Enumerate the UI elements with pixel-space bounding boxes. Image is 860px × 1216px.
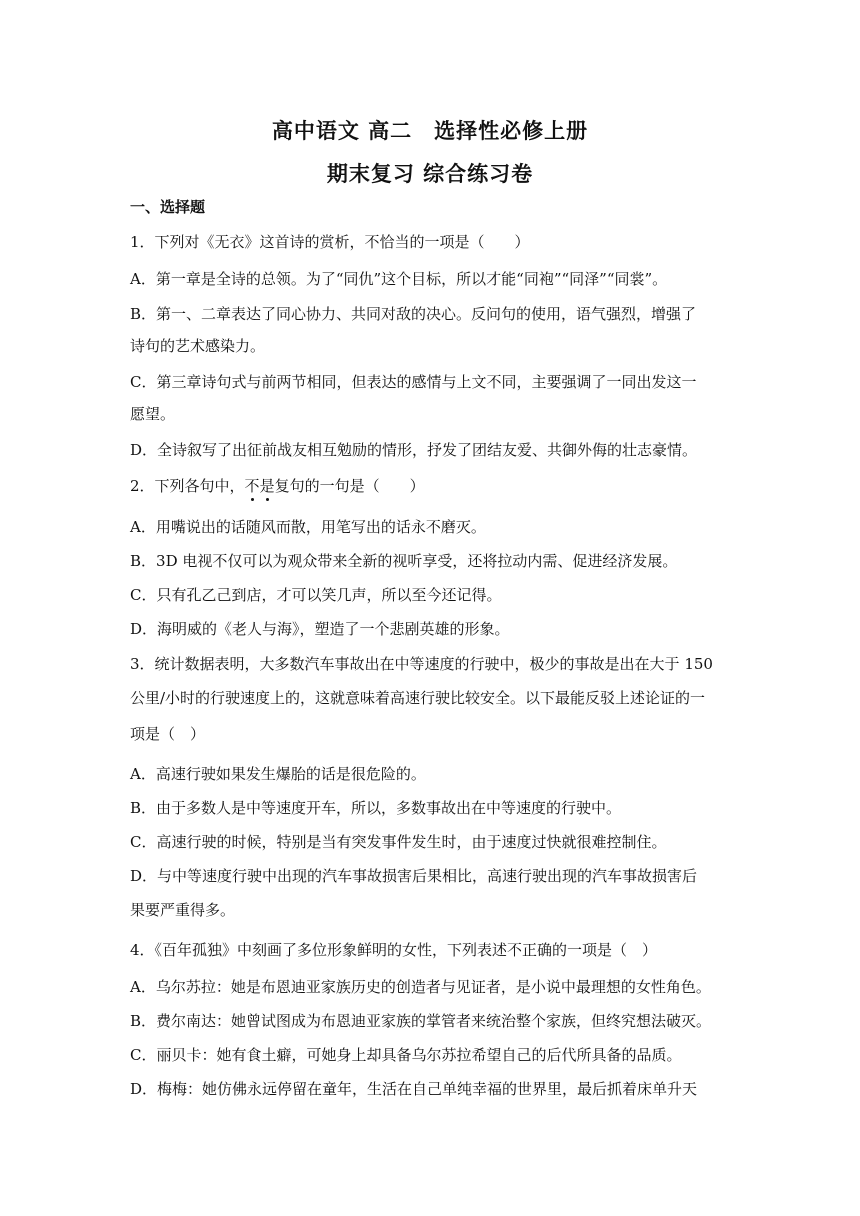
question-3-stem-cont: 公里/小时的行驶速度上的，这就意味着高速行驶比较安全。以下最能反驳上述论证的一 [130,689,706,707]
question-1-option-b-cont: 诗句的艺术感染力。 [130,337,266,355]
question-4-option-d: D．梅梅：她仿佛永远停留在童年，生活在自己单纯幸福的世界里，最后抓着床单升天 [130,1080,698,1098]
question-2-stem [130,476,740,496]
question-2-stem-end: 复句的一句是（ ） [274,477,425,495]
question-2-stem-start: 2．下列各句中， [130,477,245,495]
question-3-option-d-cont: 果要严重得多。 [130,901,236,919]
question-1-option-c-cont: 愿望。 [130,405,176,423]
question-3-option-b: B．由于多数人是中等速度开车，所以，多数事故出在中等速度的行驶中。 [130,799,622,817]
question-3-stem: 3．统计数据表明，大多数汽车事故出在中等速度的行驶中，极少的事故是出在大于 150 [130,655,713,673]
question-3-option-d: D．与中等速度行驶中出现的汽车事故损害后果相比，高速行驶出现的汽车事故损害后 [130,867,698,885]
question-2-option-d: D．海明威的《老人与海》，塑造了一个悲剧英雄的形象。 [130,620,510,638]
question-1-stem: 1．下列对《无衣》这首诗的赏析，不恰当的一项是（ ） [130,233,530,251]
question-3-stem-end: 项是（ ） [130,725,206,743]
question-4-option-b: B．费尔南达：她曾试图成为布恩迪亚家族的掌管者来统治整个家族，但终究想法破灭。 [130,1012,712,1030]
emphasis-char: 是 [259,477,275,495]
section-heading: 一、选择题 [130,198,206,216]
question-3-option-c: C．高速行驶的时候，特别是当有突发事件发生时，由于速度过快就很难控制住。 [130,833,667,851]
document-subtitle: 期末复习 综合练习卷 [326,161,534,186]
emphasis-char: 不 [244,477,260,495]
question-4-stem: 4．《百年孤独》中刻画了多位形象鲜明的女性，下列表述不正确的一项是（ ） [130,941,658,959]
question-3-option-a: A．高速行驶如果发生爆胎的话是很危险的。 [130,765,426,783]
question-1-option-c: C．第三章诗句式与前两节相同，但表达的感情与上文不同，主要强调了一同出发这一 [130,373,697,391]
question-1-option-a: A．第一章是全诗的总领。为了“同仇”这个目标，所以才能“同袍”“同泽”“同裳”。 [130,270,668,288]
question-4-option-a: A．乌尔苏拉：她是布恩迪亚家族历史的创造者与见证者，是小说中最理想的女性角色。 [130,978,711,996]
question-2-option-b: B．3D 电视不仅可以为观众带来全新的视听享受，还将拉动内需、促进经济发展。 [130,552,678,570]
question-1-option-d: D．全诗叙写了出征前战友相互勉励的情形，抒发了团结友爱、共御外侮的壮志豪情。 [130,441,698,459]
question-2-option-a: A．用嘴说出的话随风而散，用笔写出的话永不磨灭。 [130,518,486,536]
question-2-option-c: C．只有孔乙己到店，才可以笑几声，所以至今还记得。 [130,586,502,604]
question-4-option-c: C．丽贝卡：她有食土癖，可她身上却具备乌尔苏拉希望自己的后代所具备的品质。 [130,1046,682,1064]
document-title: 高中语文 高二 选择性必修上册 [271,118,589,143]
question-1-option-b: B．第一、二章表达了同心协力、共同对敌的决心。反问句的使用，语气强烈，增强了 [130,305,697,323]
